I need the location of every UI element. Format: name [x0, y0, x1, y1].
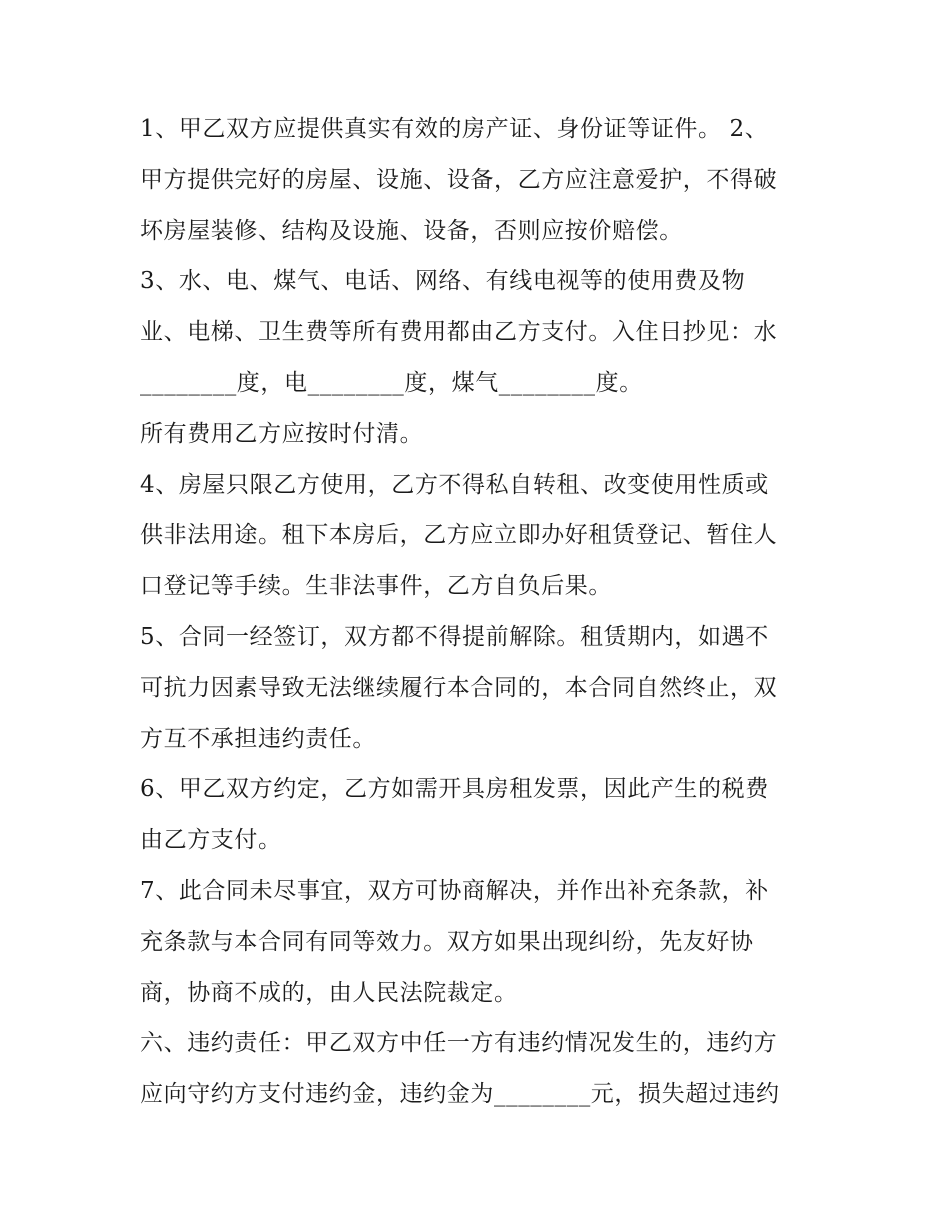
- text-line-10: 口登记等手续。生非法事件，乙方自负后果。: [140, 573, 612, 600]
- text-line-3: 坏房屋装修、结构及设施、设备，否则应按价赔偿。: [140, 217, 683, 244]
- text-line-6: ________度，电________度，煤气________度。: [140, 369, 643, 396]
- text-line-11: 5、合同一经签订，双方都不得提前解除。租赁期内，如遇不: [140, 623, 769, 650]
- text-line-18: 商，协商不成的，由人民法院裁定。: [140, 979, 518, 1006]
- text-line-7: 所有费用乙方应按时付清。: [140, 420, 424, 447]
- text-line-13: 方互不承担违约责任。: [140, 725, 376, 752]
- text-line-1: 1、甲乙双方应提供真实有效的房产证、身份证等证件。 2、: [140, 116, 769, 142]
- text-line-5: 业、电梯、卫生费等所有费用都由乙方支付。入住日抄见：水: [140, 319, 778, 346]
- text-line-20: 应向守约方支付违约金，违约金为________元，损失超过违约: [140, 1081, 780, 1108]
- text-line-4: 3、水、电、煤气、电话、网络、有线电视等的使用费及物: [140, 268, 746, 295]
- text-line-2: 甲方提供完好的房屋、设施、设备，乙方应注意爱护，不得破: [140, 166, 778, 193]
- text-line-14: 6、甲乙双方约定，乙方如需开具房租发票，因此产生的税费: [140, 776, 769, 803]
- text-line-8: 4、房屋只限乙方使用，乙方不得私自转租、改变使用性质或: [140, 471, 769, 498]
- text-line-15: 由乙方支付。: [140, 827, 282, 854]
- contract-text: [140, 104, 830, 1120]
- text-line-16: 7、此合同未尽事宜，双方可协商解决，并作出补充条款，补: [140, 877, 769, 904]
- text-line-19: 六、违约责任：甲乙双方中任一方有违约情况发生的，违约方: [140, 1030, 778, 1057]
- text-line-9: 供非法用途。租下本房后，乙方应立即办好租赁登记、暂住人: [140, 522, 778, 549]
- text-line-17: 充条款与本合同有同等效力。双方如果出现纠纷，先友好协: [140, 928, 754, 955]
- text-line-12: 可抗力因素导致无法继续履行本合同的，本合同自然终止，双: [140, 674, 778, 701]
